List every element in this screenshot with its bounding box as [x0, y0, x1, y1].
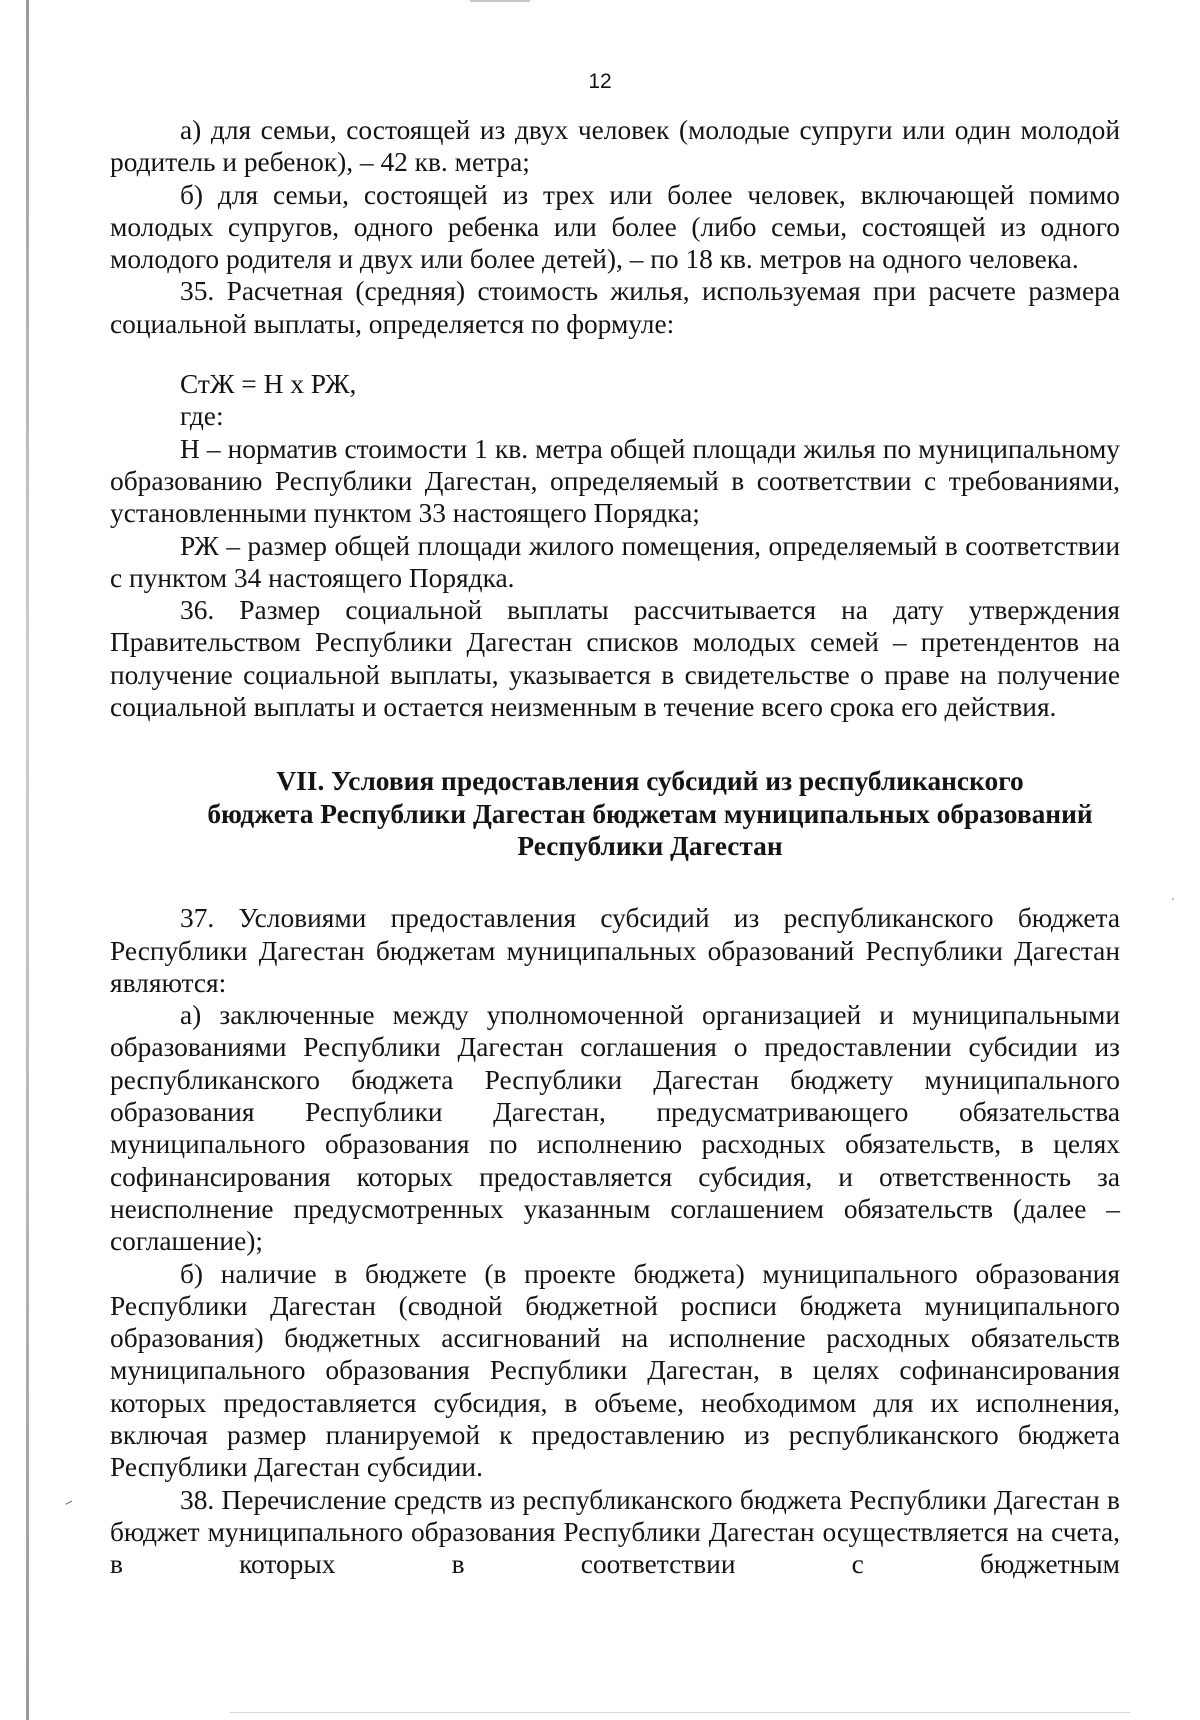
paragraph-34a: а) для семьи, состоящей из двух человек (молодые супруги или один молодой родитель и ребенок), – 42 кв. метра; — [110, 115, 1120, 178]
paragraph-34b: б) для семьи, состоящей из трех или более человек, включающей помимо молодых супругов, одного ребенка или более (либо семьи, состоящей из одного молодого родителя и двух или более детей), – по 18 кв. метров на одного человека. — [110, 179, 1120, 275]
paragraph-37a: а) заключенные между уполномоченной организацией и муниципальными образованиями Республики Дагестан соглашения о предоставлении субсидии из республиканского бюджета Республики Дагестан бюджету муниципального образования Республики Дагестан, предусматривающего обязательства муниципального образования по исполнению расходных обязательств, в целях софинансирования которых предоставляется субсидия, и ответственность за неисполнение предусмотренных указанным соглашением обязательств (далее – соглашение); — [110, 1000, 1120, 1257]
definition-n: Н – норматив стоимости 1 кв. метра общей площади жилья по муниципальному образованию Республики Дагестан, определяемый в соответствии с требованиями, установленными пунктом 33 настоящего Порядка; — [110, 433, 1120, 529]
section-heading-line: бюджета Республики Дагестан бюджетам муниципальных образований — [207, 798, 1093, 829]
section-heading-line: VII. Условия предоставления субсидий из республиканского — [276, 766, 1024, 797]
paragraph-37b: б) наличие в бюджете (в проекте бюджета) муниципального образования Республики Дагестан (сводной бюджетной росписи бюджета муниципального образования) бюджетных ассигнований на исполнение расходных обязательств муниципального образования Республики Дагестан, в целях софинансирования которых предоставляется субсидия, в объеме, необходимом для их исполнения, включая размер планируемой к предоставлению из республиканского бюджета Республики Дагестан субсидии. — [110, 1258, 1120, 1483]
section-heading-line: Республики Дагестан — [517, 830, 783, 861]
section-heading — [110, 765, 1120, 862]
scan-edge-left — [26, 0, 29, 1720]
definition-rzh: РЖ – размер общей площади жилого помещения, определяемый в соответствии с пунктом 34 настоящего Порядка. — [110, 530, 1120, 593]
paragraph-36: 36. Размер социальной выплаты рассчитывается на дату утверждения Правительством Республики Дагестан списков молодых семей – претендентов на получение социальной выплаты, указывается в свидетельстве о праве на получение социальной выплаты и остается неизменным в течение всего срока его действия. — [110, 595, 1120, 723]
scan-edge-top — [470, 0, 530, 2]
paragraph-35: 35. Расчетная (средняя) стоимость жилья, используемая при расчете размера социальной выплаты, определяется по формуле: — [110, 276, 1120, 339]
page-number: 12 — [588, 70, 612, 93]
paragraph-38: 38. Перечисление средств из республиканского бюджета Республики Дагестан в бюджет муниципального образования Республики Дагестан осуществляется на счета, в которых в соответствии с бюджетным — [110, 1484, 1120, 1580]
scan-speck — [65, 1501, 73, 1508]
formula: СтЖ = Н х РЖ, — [180, 369, 357, 400]
document-body — [110, 114, 1120, 1580]
scan-speck — [1172, 898, 1174, 900]
scan-edge-bottom — [230, 1712, 1130, 1713]
formula-where: где: — [180, 401, 224, 432]
paragraph-37: 37. Условиями предоставления субсидий из республиканского бюджета Республики Дагестан бюджетам муниципальных образований Республики Дагестан являются: — [110, 903, 1120, 998]
